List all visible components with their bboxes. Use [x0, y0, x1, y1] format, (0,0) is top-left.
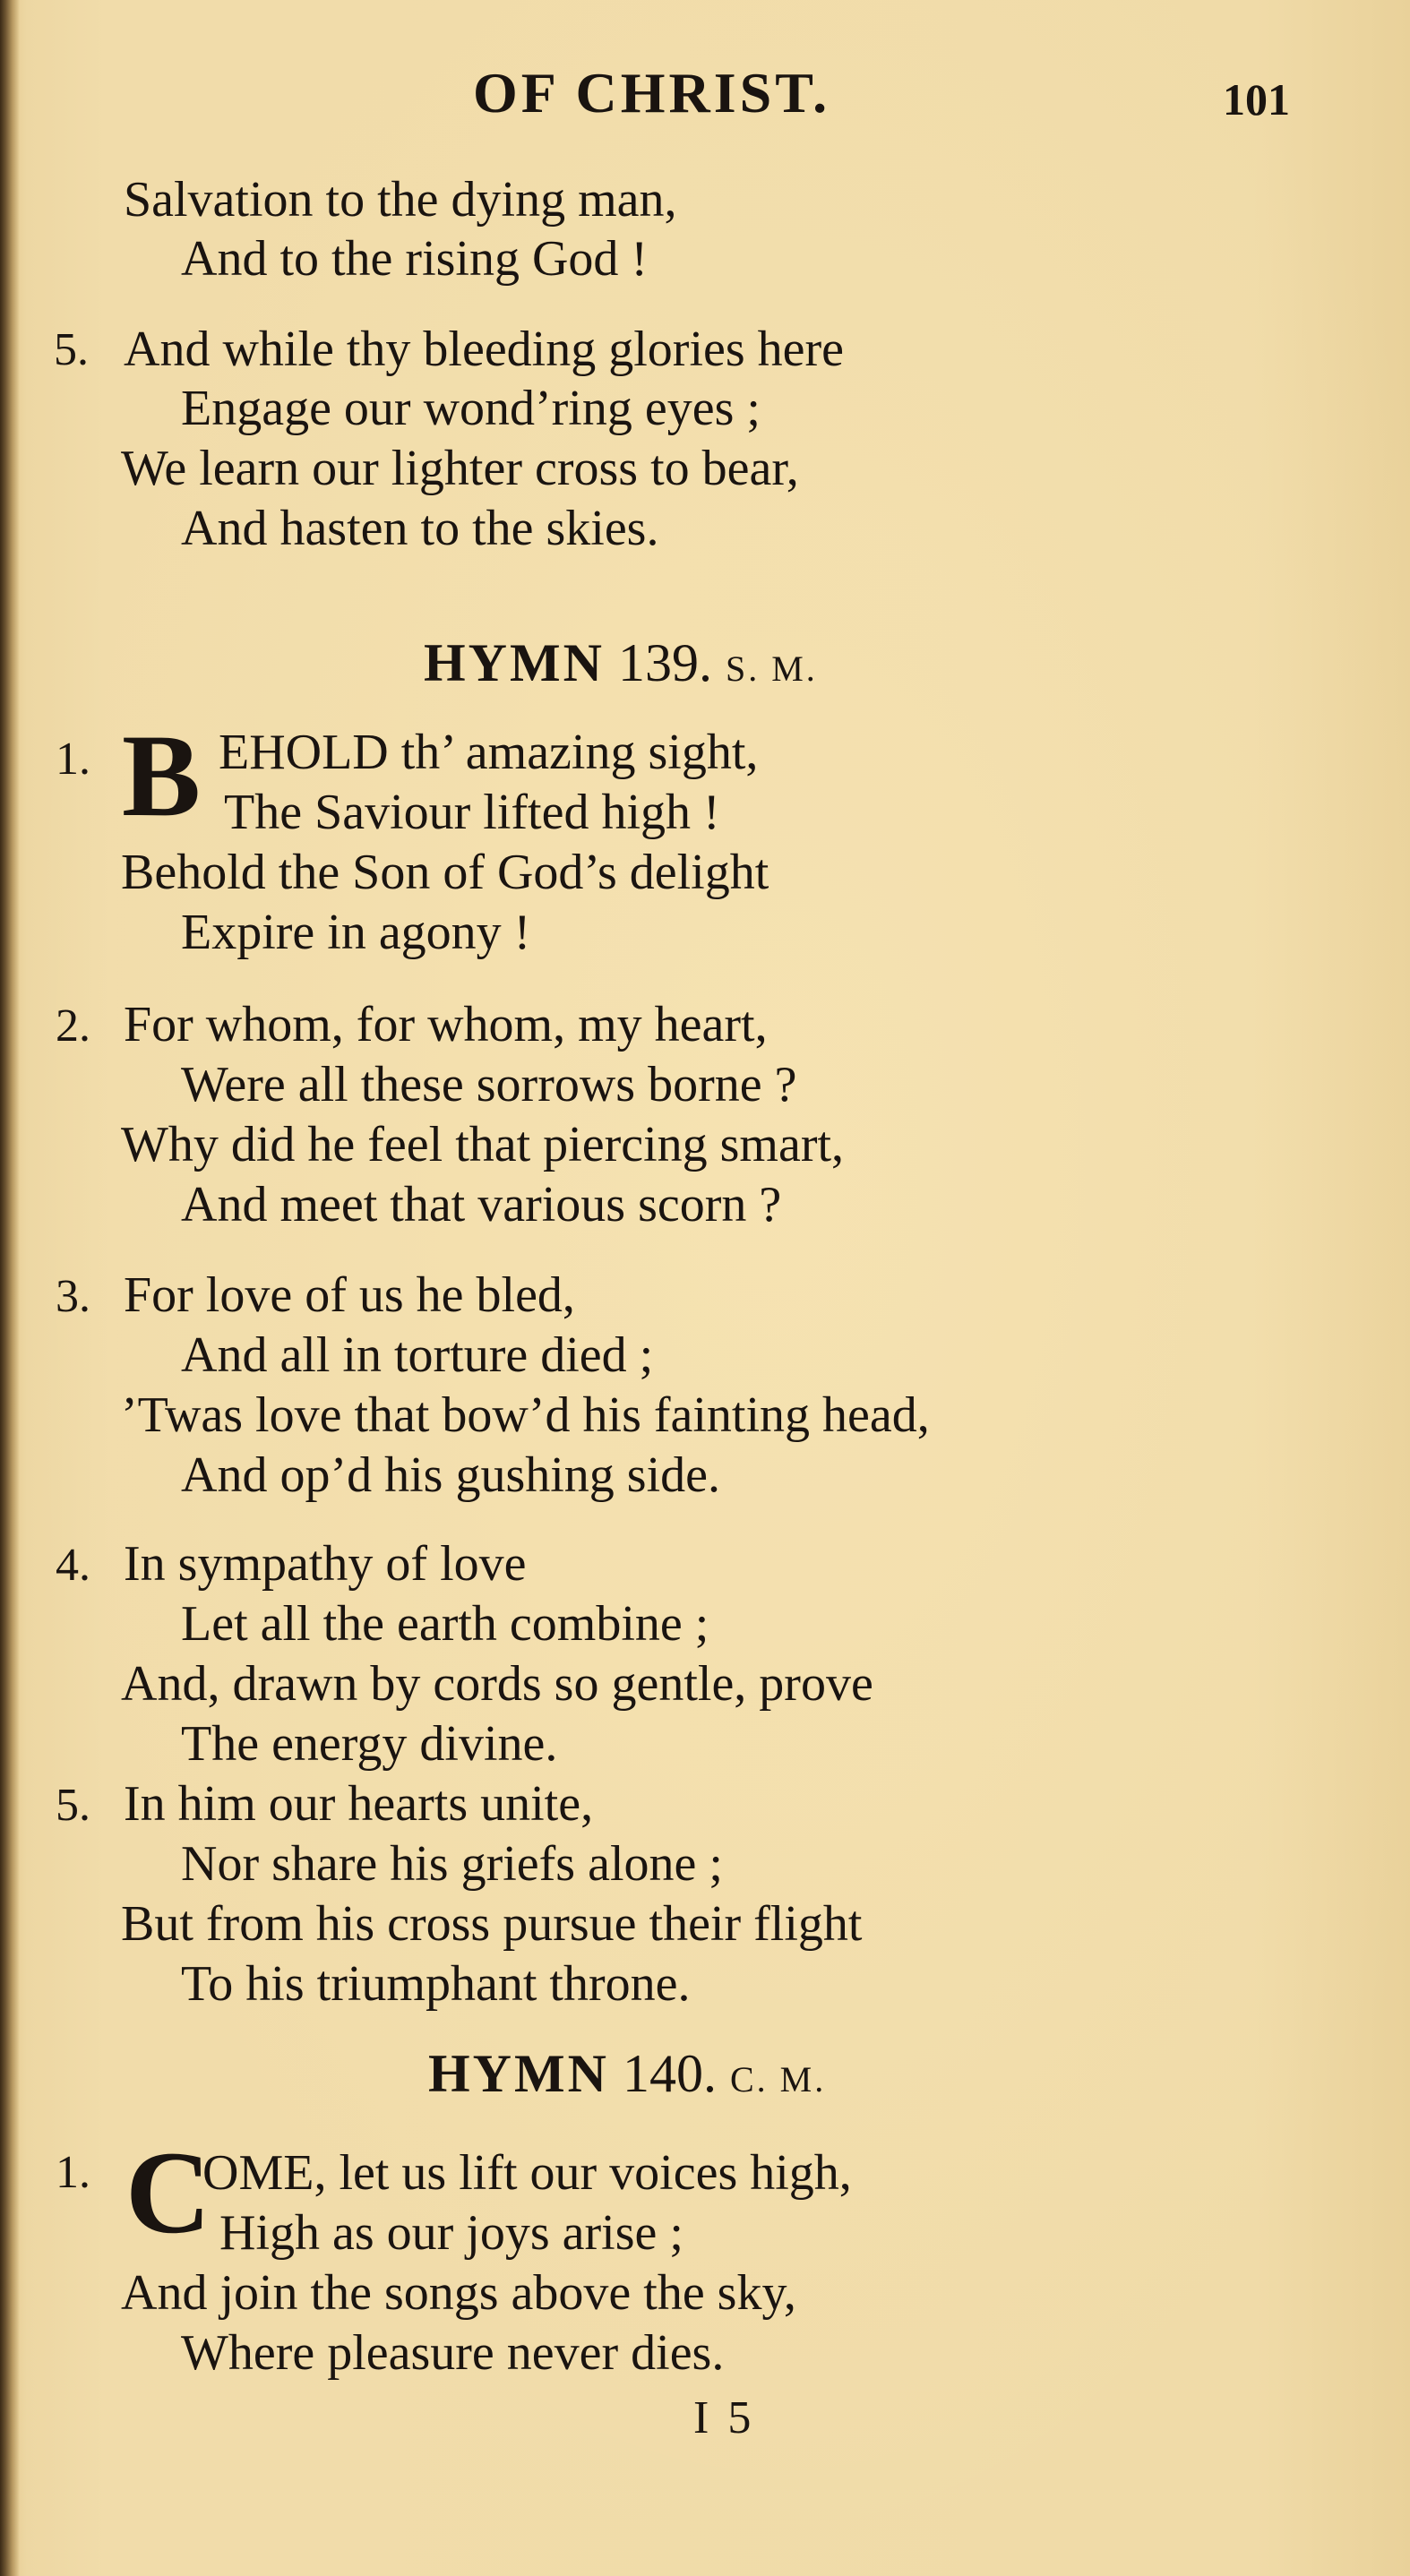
hymn-label: HYMN: [424, 633, 605, 692]
verse-line: And op’d his gushing side.: [181, 1447, 720, 1503]
stanza-number: 2.: [56, 1000, 90, 1052]
verse-line: And hasten to the skies.: [181, 501, 659, 556]
hymn-number: 140.: [622, 2044, 717, 2103]
verse-line: OME, let us lift our voices high,: [202, 2145, 852, 2201]
verse-line: And while thy bleeding glories here: [124, 322, 845, 377]
page-number: 101: [1223, 74, 1290, 125]
verse-line: High as our joys arise ;: [219, 2205, 684, 2261]
verse-line: The Saviour lifted high !: [224, 785, 720, 840]
verse-line: And, drawn by cords so gentle, prove: [121, 1656, 873, 1712]
hymn-140-heading: [428, 2044, 827, 2103]
verse-line: Were all these sorrows borne ?: [181, 1057, 797, 1112]
drop-cap: B: [122, 709, 202, 841]
verse-line: And meet that various scorn ?: [181, 1177, 782, 1232]
verse-line: Let all the earth combine ;: [181, 1596, 709, 1652]
verse-line: Nor share his griefs alone ;: [181, 1836, 723, 1892]
page-binding-edge: [0, 0, 20, 2576]
verse-line: For whom, for whom, my heart,: [124, 997, 768, 1052]
drop-cap: C: [125, 2126, 211, 2258]
verse-line: Expire in agony !: [181, 905, 531, 960]
verse-line: Why did he feel that piercing smart,: [121, 1117, 845, 1172]
verse-line: In sympathy of love: [124, 1536, 527, 1592]
verse-line: Engage our wond’ring eyes ;: [181, 381, 761, 436]
verse-line: We learn our lighter cross to bear,: [121, 441, 799, 496]
verse-line: EHOLD th’ amazing sight,: [219, 725, 759, 780]
hymn-meter: C. M.: [729, 2059, 827, 2099]
stanza-number: 5.: [56, 1780, 90, 1831]
verse-line: Where pleasure never dies.: [181, 2325, 725, 2381]
stanza-number: 1.: [56, 734, 90, 785]
running-header-title: OF CHRIST.: [473, 61, 831, 125]
stanza-number: 5.: [54, 324, 89, 375]
verse-line: Behold the Son of God’s delight: [121, 845, 769, 900]
verse-line: The energy divine.: [181, 1716, 558, 1772]
verse-line: ’Twas love that bow’d his fainting head,: [121, 1387, 930, 1443]
verse-line: For love of us he bled,: [124, 1267, 575, 1323]
hymn-meter: S. M.: [725, 648, 818, 689]
continued-line-2: And to the rising God !: [181, 231, 649, 287]
verse-line: But from his cross pursue their flight: [121, 1896, 863, 1952]
stanza-number: 3.: [56, 1271, 90, 1322]
hymn-number: 139.: [617, 633, 712, 692]
verse-line: In him our hearts unite,: [124, 1776, 594, 1832]
verse-line: To his triumphant throne.: [181, 1956, 691, 2012]
verse-line: And all in torture died ;: [181, 1327, 654, 1383]
stanza-number: 1.: [56, 2147, 90, 2198]
hymn-139-heading: [424, 633, 818, 692]
signature-mark: I 5: [693, 2392, 755, 2443]
hymn-label: HYMN: [428, 2044, 609, 2103]
stanza-number: 4.: [56, 1540, 90, 1591]
verse-line: And join the songs above the sky,: [121, 2265, 796, 2321]
continued-line-1: Salvation to the dying man,: [124, 172, 677, 228]
